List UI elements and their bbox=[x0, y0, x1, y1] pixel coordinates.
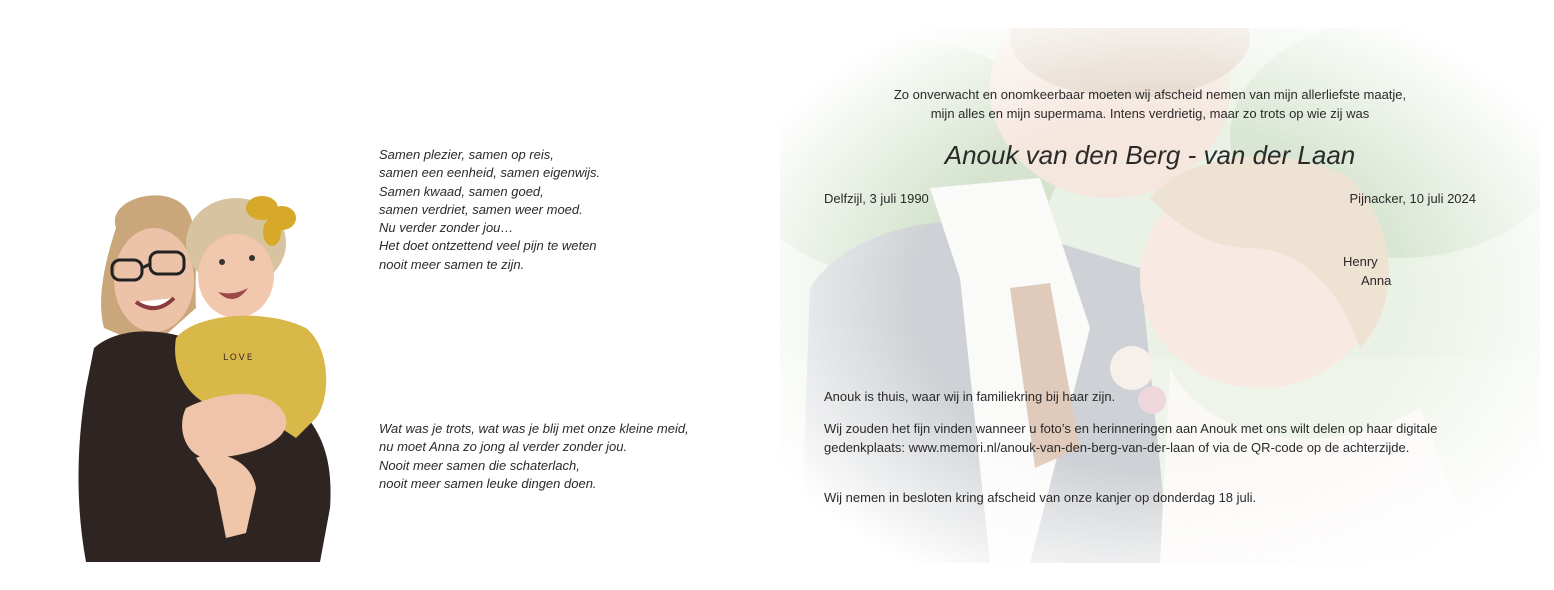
poem-line: Samen plezier, samen op reis, bbox=[379, 147, 554, 162]
family-name-anna: Anna bbox=[1361, 273, 1392, 288]
poem-line: nooit meer samen leuke dingen doen. bbox=[379, 475, 597, 491]
family-name-henry: Henry bbox=[1343, 254, 1378, 269]
poem-line: nu moet Anna zo jong al verder zonder jou. bbox=[379, 439, 628, 455]
poem-line: Het doet ontzettend veel pijn te weten bbox=[379, 238, 597, 254]
poem-line: Samen kwaad, samen goed, bbox=[379, 183, 544, 199]
intro-line: mijn alles en mijn supermama. Intens verdrietig, maar zo trots op wie zij was bbox=[930, 105, 1370, 121]
paragraph-memories: Wij zouden het fijn vinden wanneer u foto’s en herinneringen aan Anouk met ons wilt delen op haar digitale gedenkplaats: www.memori.nl/anouk-van-den-berg-van-der-laan of via de QR-code op de achterzijde. bbox=[824, 421, 1438, 455]
poem-line: samen een eenheid, samen eigenwijs. bbox=[379, 165, 601, 181]
paragraph-farewell: Wij nemen in besloten kring afscheid van onze kanjer op donderdag 18 juli. bbox=[824, 490, 1257, 505]
deceased-name: Anouk van den Berg - van der Laan bbox=[944, 140, 1356, 170]
poem-first bbox=[379, 146, 600, 274]
poem-line: Nooit meer samen die schaterlach, bbox=[379, 457, 580, 473]
death-place-date: Pijnacker, 10 juli 2024 bbox=[1349, 191, 1476, 206]
poem-second bbox=[379, 420, 689, 493]
paragraph-home: Anouk is thuis, waar wij in familiekring bij haar zijn. bbox=[824, 389, 1116, 404]
poem-line: Wat was je trots, wat was je blij met onze kleine meid, bbox=[379, 421, 689, 436]
shirt-text: LOVE bbox=[223, 353, 255, 363]
poem-line: Nu verder zonder jou… bbox=[379, 220, 514, 236]
portrait-photo bbox=[76, 188, 334, 562]
birth-place-date: Delfzijl, 3 juli 1990 bbox=[824, 191, 929, 206]
poem-line: nooit meer samen te zijn. bbox=[379, 256, 525, 272]
poem-line: samen verdriet, samen weer moed. bbox=[379, 201, 583, 217]
intro-text bbox=[820, 86, 1480, 123]
intro-line: Zo onverwacht en onomkeerbaar moeten wij afscheid nemen van mijn allerliefste maatje, bbox=[893, 87, 1407, 102]
